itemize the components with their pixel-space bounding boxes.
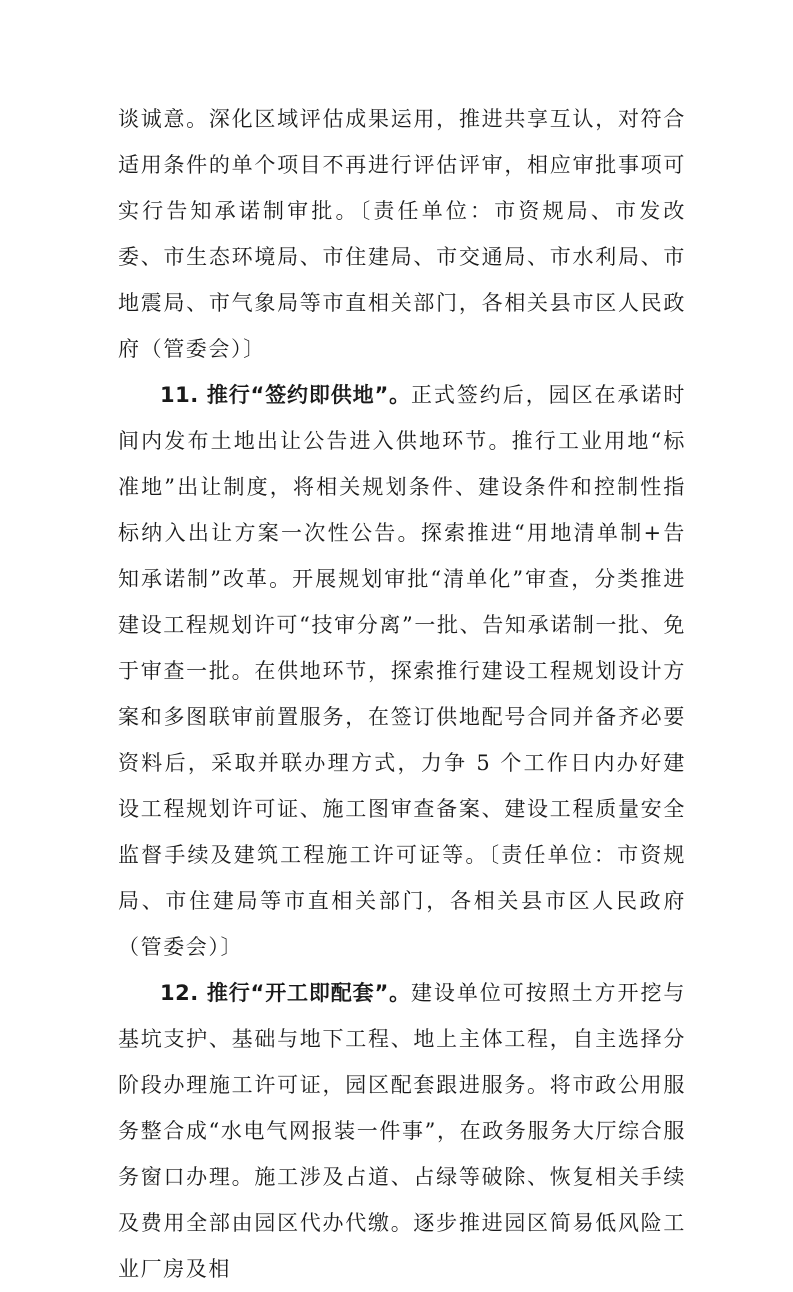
item-12-text: 建设单位可按照土方开挖与基坑支护、基础与地下工程、地上主体工程，自主选择分阶段办理施工许可证，园区配套跟进服务。将市政公用服务整合成“水电气网报装一件事”，在政务服务大厅综合服务窗口办理。施工涉及占道、占绿等破除、恢复相关手续及费用全部由园区代办代缴。逐步推进园区简易低风险工业厂房及相	[118, 981, 686, 1281]
paragraph-continuation	[118, 96, 686, 372]
paragraph-item-12	[118, 970, 686, 1292]
paragraph-item-11	[118, 372, 686, 970]
item-11-text: 正式签约后，园区在承诺时间内发布土地出让公告进入供地环节。推行工业用地“标准地”出让制度，将相关规划条件、建设条件和控制性指标纳入出让方案一次性公告。探索推进“用地清单制+告知承诺制”改革。开展规划审批“清单化”审查，分类推进建设工程规划许可“技审分离”一批、告知承诺制一批、免于审查一批。在供地环节，探索推行建设工程规划设计方案和多图联审前置服务，在签订供地配号合同并备齐必要资料后，采取并联办理方式，力争 5 个工作日内办好建设工程规划许可证、施工图审查备案、建设工程质量安全监督手续及建筑工程施工许可证等。〔责任单位：市资规局、市住建局等市直相关部门，各相关县市区人民政府（管委会）〕	[118, 383, 686, 959]
item-12-heading: 12. 推行“开工即配套”。	[160, 981, 411, 1005]
item-11-heading: 11. 推行“签约即供地”。	[160, 383, 411, 407]
document-body	[118, 96, 686, 1292]
paragraph-text: 谈诚意。深化区域评估成果运用，推进共享互认，对符合适用条件的单个项目不再进行评估评审，相应审批事项可实行告知承诺制审批。〔责任单位：市资规局、市发改委、市生态环境局、市住建局、市交通局、市水利局、市地震局、市气象局等市直相关部门，各相关县市区人民政府（管委会）〕	[118, 107, 686, 361]
